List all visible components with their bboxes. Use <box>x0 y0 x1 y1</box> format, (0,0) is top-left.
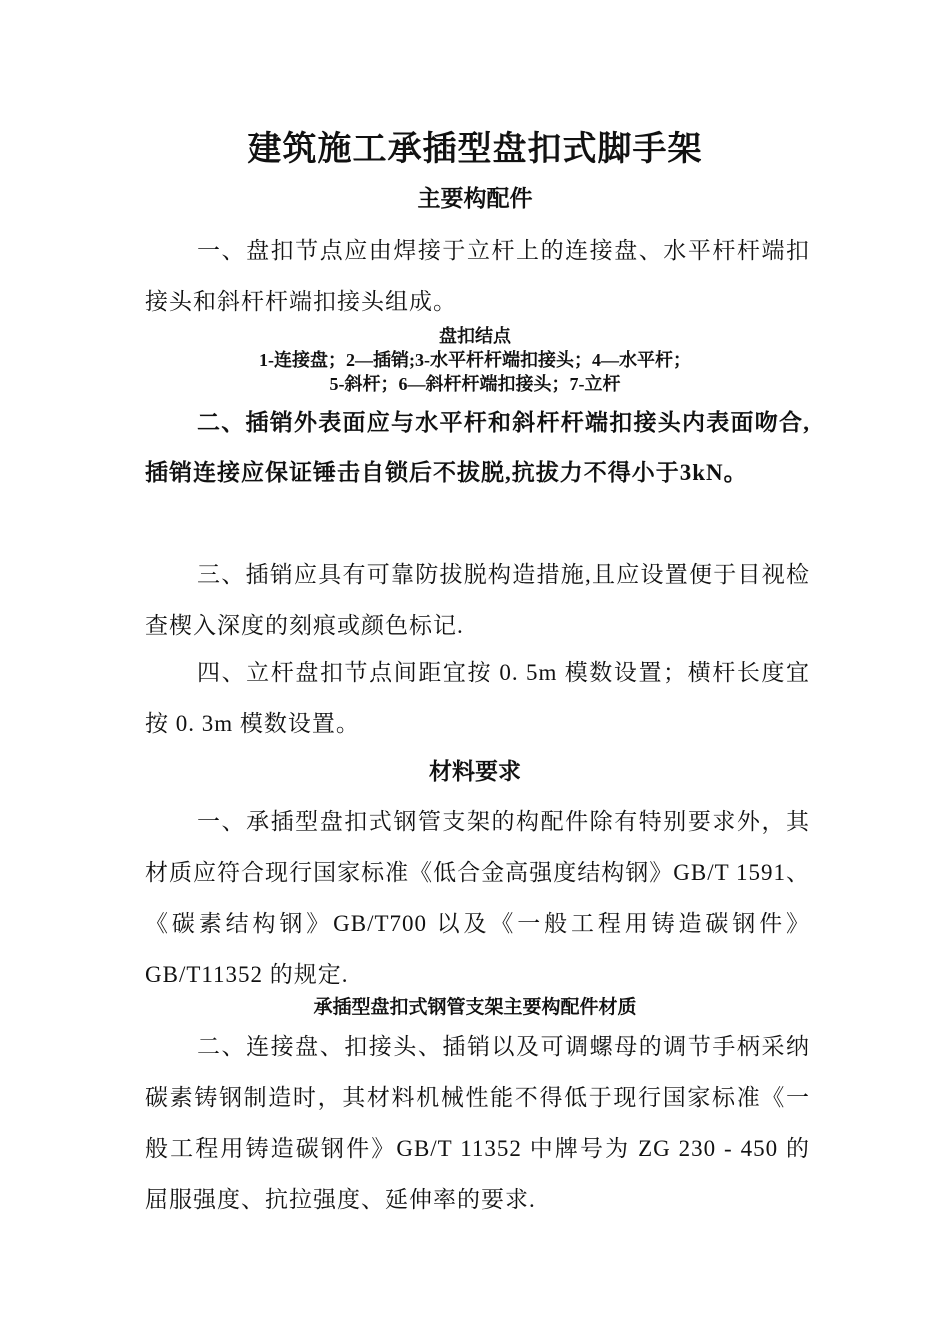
paragraph-node-composition: 一、盘扣节点应由焊接于立杆上的连接盘、水平杆杆端扣接头和斜杆杆端扣接头组成。 <box>145 238 810 314</box>
paragraph-pin-requirements: 二、插销外表面应与水平杆和斜杆杆端扣接头内表面吻合,插销连接应保证锤击自锁后不拔脱,抗拔力不得小于3kN。 <box>145 410 810 485</box>
document-title: 建筑施工承插型盘扣式脚手架 <box>247 131 703 168</box>
paragraph-node-spacing: 四、立杆盘扣节点间距宜按 0. 5m 模数设置；横杆长度宜按 0. 3m 模数设置。 <box>145 660 810 736</box>
section-heading-main-components: 主要构配件 <box>417 186 533 211</box>
section-heading-material-requirements: 材料要求 <box>429 759 521 784</box>
figure-caption-legend-line2: 5-斜杆；6—斜杆杆端扣接头；7-立杆 <box>329 374 621 394</box>
table-caption: 承插型盘扣式钢管支架主要构配件材质 <box>313 997 637 1018</box>
paragraph-cast-steel-requirements: 二、连接盘、扣接头、插销以及可调螺母的调节手柄采纳碳素铸钢制造时，其材料机械性能不得低于现行国家标准《一般工程用铸造碳钢件》GB/T 11352 中牌号为 ZG 230 - 450 的屈服强度、抗拉强度、延伸率的要求. <box>145 1034 810 1212</box>
paragraph-material-standards: 一、承插型盘扣式钢管支架的构配件除有特别要求外，其材质应符合现行国家标准《低合金高强度结构钢》GB/T 1591、《碳素结构钢》GB/T700 以及《一般工程用铸造碳钢件》GB/T11352 的规定. <box>145 809 810 987</box>
figure-caption-title: 盘扣结点 <box>439 326 511 346</box>
paragraph-pin-antipullout: 三、插销应具有可靠防拔脱构造措施,且应设置便于目视检查楔入深度的刻痕或颜色标记. <box>145 562 810 638</box>
figure-caption-legend-line1: 1-连接盘；2—插销;3-水平杆杆端扣接头；4—水平杆； <box>259 350 691 370</box>
